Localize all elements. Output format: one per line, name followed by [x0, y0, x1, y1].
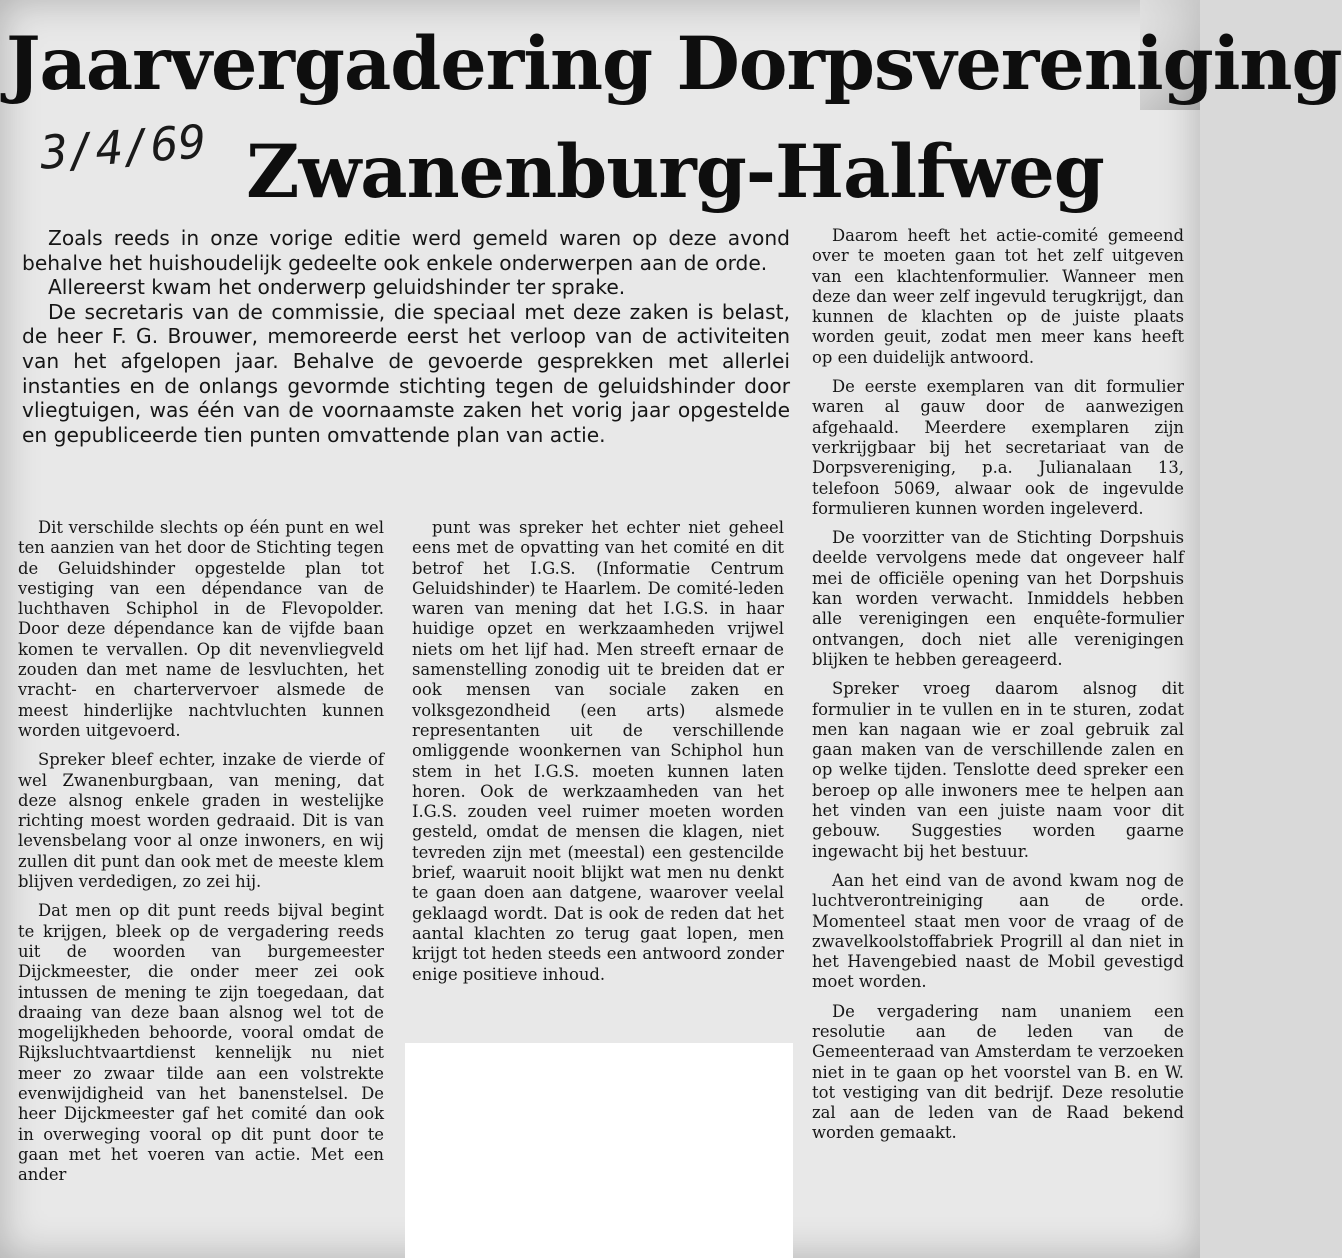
- headline-line-1: Jaarvergadering Dorpsvereniging: [6, 21, 1342, 107]
- column-paragraph: De eerste exemplaren van dit formulier waren al gauw door de aanwezigen afgehaald. Meerdere exemplaren zijn verkrijgbaar bij het secretariaat van de Dorpsvereniging, p.a. Julianalaan 13, telefoon 5069, alwaar ook de ingevulde formulieren kunnen worden ingeleverd.: [812, 377, 1184, 518]
- lead-paragraphs: [22, 226, 790, 447]
- column-paragraph: De voorzitter van de Stichting Dorpshuis deelde vervolgens mede dat ongeveer half mei de officiële opening van het Dorpshuis kan worden verwacht. Inmiddels hebben alle verenigingen een enquête-formulier ontvangen, doch niet alle verenigingen blijken te hebben gereageerd.: [812, 528, 1184, 669]
- column-right: [812, 226, 1184, 1153]
- column-paragraph: Spreker bleef echter, inzake de vierde of wel Zwanenburgbaan, van mening, dat deze alsnog enkele graden in westelijke richting moest worden gedraaid. Dit is van levensbelang voor al onze inwoners, en wij zullen dit punt dan ook met de meeste klem blijven verdedigen, zo zei hij.: [18, 750, 384, 892]
- column-paragraph: punt was spreker het echter niet geheel eens met de opvatting van het comité en dit betrof het I.G.S. (Informatie Centrum Geluidshinder) te Haarlem. De comité-leden waren van mening dat het I.G.S. in haar huidige opzet en werkzaamheden vrijwel niets om het lijf had. Men streeft ernaar de samenstelling zonodig uit te breiden dat er ook mensen van sociale zaken en volksgezondheid (een arts) alsmede representanten uit de verschillende omliggende woonkernen van Schiphol hun stem in het I.G.S. moeten kunnen laten horen. Ook de werkzaamheden van het I.G.S. zouden veel ruimer moeten worden gesteld, omdat de mensen die klagen, niet tevreden zijn met (meestal) een gestencilde brief, waaruit nooit blijkt wat men nu denkt te gaan doen aan datgene, waarover veelal geklaagd wordt. Dat is ook de reden dat het aantal klachten zo terug gaat lopen, men krijgt tot heden steeds een antwoord zonder enige positieve inhoud.: [412, 518, 784, 984]
- headline-line-2: Zwanenburg-Halfweg: [246, 129, 1104, 215]
- lead-paragraph: Zoals reeds in onze vorige editie werd gemeld waren op deze avond behalve het huishoudelijk gedeelte ook enkele onderwerpen aan de orde.: [22, 226, 790, 275]
- column-middle: [412, 518, 784, 994]
- column-paragraph: Spreker vroeg daarom alsnog dit formulier in te vullen en in te sturen, zodat men kan nagaan wie er zoal gebruik zal gaan maken van de verschillende zalen en op welke tijden. Tenslotte deed spreker een beroep op alle inwoners mee te helpen aan het vinden van een juiste naam voor dit gebouw. Suggesties worden gaarne ingewacht bij het bestuur.: [812, 679, 1184, 861]
- column-left: [18, 518, 384, 1195]
- lead-paragraph: De secretaris van de commissie, die speciaal met deze zaken is belast, de heer F. G. Brouwer, memoreerde eerst het verloop van de activiteiten van het afgelopen jaar. Behalve de gevoerde gesprekken met allerlei instanties en de onlangs gevormde stichting tegen de geluidshinder door vliegtuigen, was één van de voornaamste zaken het vorig jaar opgestelde en gepubliceerde tien punten omvattende plan van actie.: [22, 299, 790, 447]
- lead-paragraph: Allereerst kwam het onderwerp geluidshinder ter sprake.: [48, 275, 626, 300]
- handwritten-date: 3/4/69: [38, 114, 208, 180]
- column-paragraph: Aan het eind van de avond kwam nog de luchtverontreiniging aan de orde. Momenteel staat men voor de vraag of de zwavelkoolstoffabriek Progrill al dan niet in het Havengebied naast de Mobil gevestigd moet worden.: [812, 870, 1184, 992]
- column-paragraph: De vergadering nam unaniem een resolutie aan de leden van de Gemeenteraad van Amsterdam te verzoeken niet in te gaan op het voorstel van B. en W. tot vestiging van dit bedrijf. Deze resolutie zal aan de leden van de Raad bekend worden gemaakt.: [812, 1001, 1184, 1143]
- column-paragraph: Daarom heeft het actie-comité gemeend over te moeten gaan tot het zelf uitgeven van een klachtenformulier. Wanneer men deze dan weer zelf ingevuld terugkrijgt, dan kunnen de klachten op de juiste plaats worden geuit, zodat men meer kans heeft op een duidelijk antwoord.: [812, 226, 1184, 367]
- column-paragraph: Dit verschilde slechts op één punt en wel ten aanzien van het door de Stichting tegen de Geluidshinder opgestelde plan tot vestiging van een dépendance van de luchthaven Schiphol in de Flevopolder. Door deze dépendance kan de vijfde baan komen te vervallen. Op dit nevenvliegveld zouden dan met name de lesvluchten, het vracht- en chartervervoer alsmede de meest hinderlijke nachtvluchten kunnen worden uitgevoerd.: [18, 518, 384, 740]
- column-paragraph: Dat men op dit punt reeds bijval begint te krijgen, bleek op de vergadering reeds uit de woorden van burgemeester Dijckmeester, die onder meer zei ook intussen de mening te zijn toegedaan, dat draaing van deze baan alsnog wel tot de mogelijkheden behoorde, vooral omdat de Rijksluchtvaartdienst kennelijk nu niet meer zo zwaar tilde aan een volstrekte evenwijdigheid van het banenstelsel. De heer Dijckmeester gaf het comité dan ook in overweging vooral op dit punt door te gaan met het voeren van actie. Met een ander: [18, 901, 384, 1185]
- blank-cutout-area: [405, 1043, 793, 1258]
